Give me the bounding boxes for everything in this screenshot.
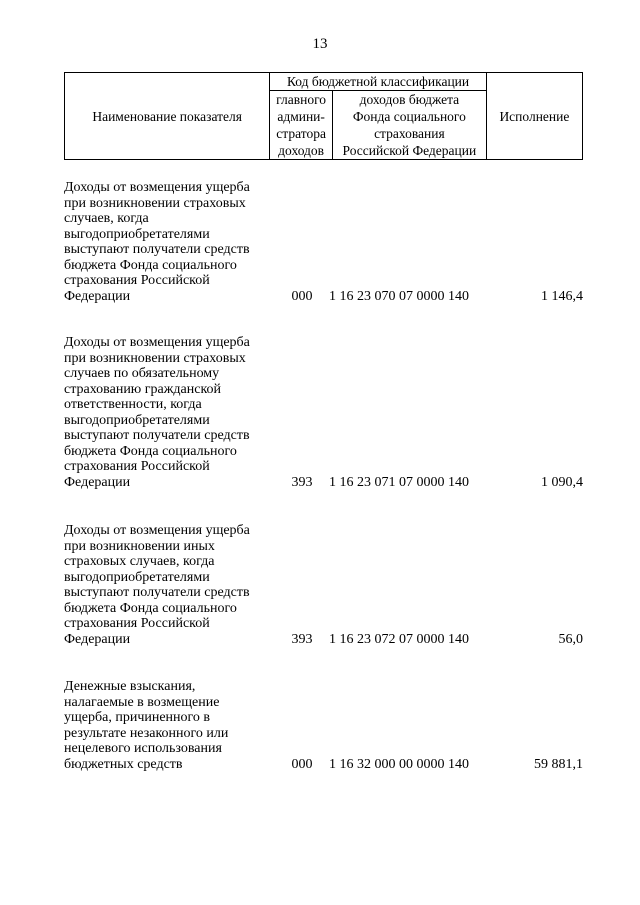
table-row [64,180,583,304]
table-row [64,335,583,490]
admin-code: 000 [291,288,313,304]
page-number: 13 [312,36,328,52]
execution-amount: 59 881,1 [534,756,583,772]
table-row [64,679,583,772]
header-name-column: Наименование показателя [65,73,270,160]
header-admin-line: доходов [278,143,325,158]
budget-code: 1 16 23 070 07 0000 140 [329,288,469,304]
indicator-name: Доходы от возмещения ущерба при возникновении страховых случаев по обязательному страхованию гражданской ответственности, когда выгодоприобретателями выступают получатели средств бюджета Фонда социального страхования Российской Федерации [64,335,250,490]
admin-code: 393 [291,474,313,490]
indicator-name: Денежные взыскания, налагаемые в возмещение ущерба, причиненного в результате незаконного или нецелевого использования бюджетных средств [64,679,229,772]
header-income-line: Фонда социального [352,109,466,124]
header-budget-code-group: Код бюджетной классификации [270,73,487,91]
indicator-name: Доходы от возмещения ущерба при возникновении иных страховых случаев, когда выгодоприобретателями выступают получатели средств бюджета Фонда социального страхования Российской Федерации [64,523,250,647]
budget-code: 1 16 23 072 07 0000 140 [329,631,469,647]
header-execution-column: Исполнение [486,73,582,160]
admin-code: 393 [291,631,313,647]
header-income-line: доходов бюджета [359,92,460,107]
header-admin-line: админи- [277,109,325,124]
admin-code: 000 [291,756,313,772]
execution-amount: 1 090,4 [541,474,583,490]
execution-amount: 1 146,4 [541,288,583,304]
table-row [64,523,583,647]
budget-code: 1 16 32 000 00 0000 140 [329,756,469,772]
header-admin-line: главного [276,92,327,107]
table-header [64,72,583,160]
budget-code: 1 16 23 071 07 0000 140 [329,474,469,490]
header-income-column [332,91,486,160]
header-income-line: Российской Федерации [342,143,477,158]
header-income-line: страхования [374,126,445,141]
indicator-name: Доходы от возмещения ущерба при возникновении страховых случаев, когда выгодоприобретателями выступают получатели средств бюджета Фонда социального страхования Российской Федерации [64,180,250,304]
execution-amount: 56,0 [558,631,583,647]
header-admin-column [270,91,333,160]
header-admin-line: стратора [276,126,326,141]
